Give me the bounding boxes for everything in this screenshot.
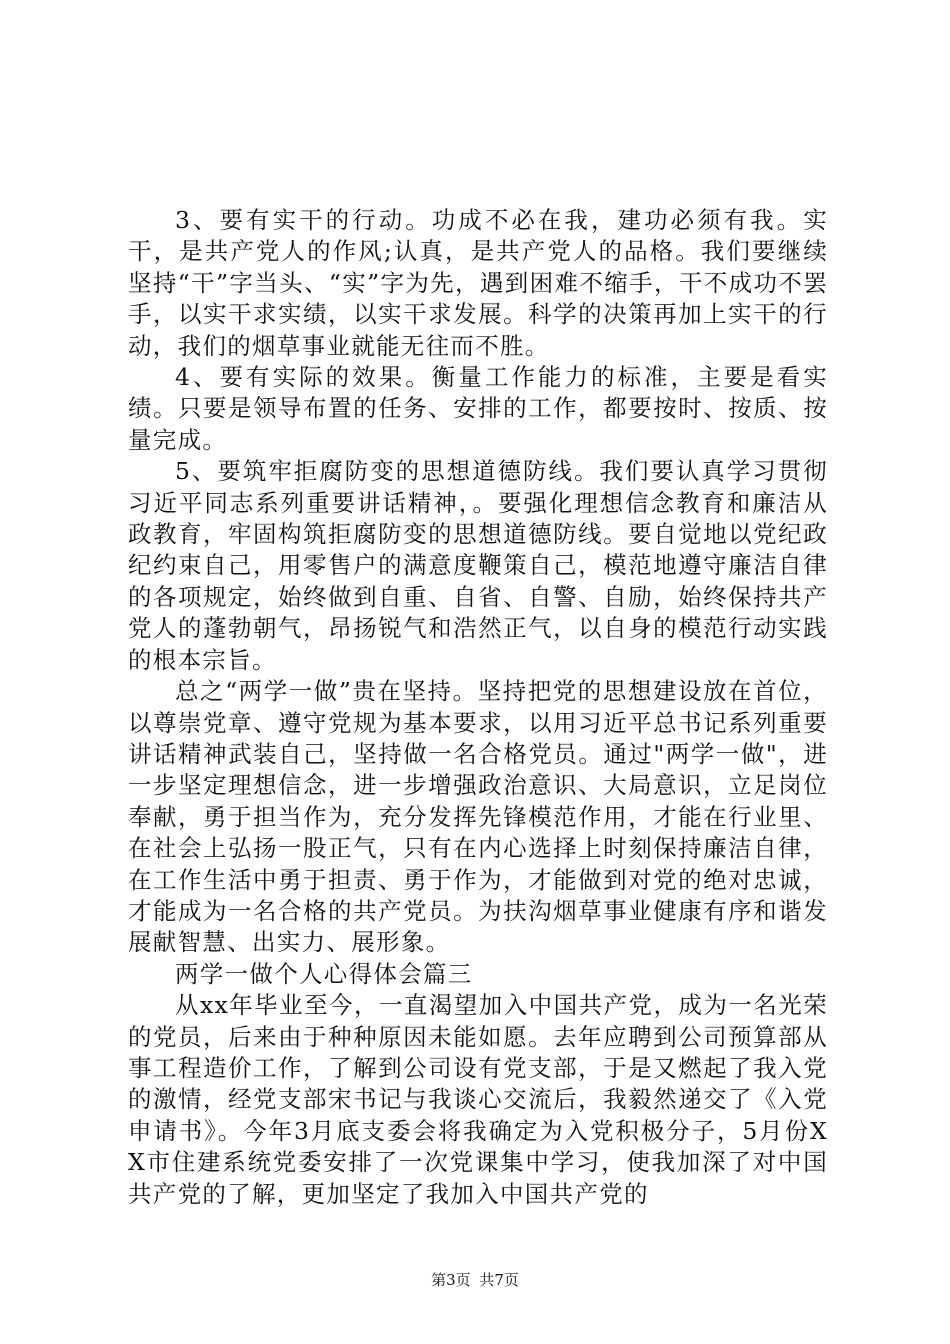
page-footer [0,1271,950,1289]
paragraph-moral-defense: 5、要筑牢拒腐防变的思想道德防线。我们要认真学习贯彻习近平同志系列重要讲话精神，。要强化理想信念教育和廉洁从政教育，牢固构筑拒腐防变的思想道德防线。要自觉地以党纪政纪约束自己，用零售户的满意度鞭策自己，模范地遵守廉洁自律的各项规定，始终做到自重、自省、自警、自励，始终保持共产党人的蓬勃朝气，昂扬锐气和浩然正气，以自身的模范行动实践的根本宗旨。 [128,457,828,674]
paragraph-personal-story: 从xx年毕业至今，一直渴望加入中国共产党，成为一名光荣的党员，后来由于种种原因未能如愿。去年应聘到公司预算部从事工程造价工作，了解到公司设有党支部，于是又燃起了我入党的激情，经党支部宋书记与我谈心交流后，我毅然递交了《入党申请书》。今年3月底支委会将我确定为入党积极分子，5月份XX市住建系统党委安排了一次党课集中学习，使我加深了对中国共产党的了解，更加坚定了我加入中国共产党的 [128,991,828,1208]
paragraph-summary: 总之“两学一做”贵在坚持。坚持把党的思想建设放在首位，以尊崇党章、遵守党规为基本要求，以用习近平总书记系列重要讲话精神武装自己，坚持做一名合格党员。通过"两学一做"，进一步坚定理想信念，进一步增强政治意识、大局意识，立足岗位奉献，勇于担当作为，充分发挥先锋模范作用，才能在行业里、在社会上弘扬一股正气，只有在内心选择上时刻保持廉洁自律，在工作生活中勇于担责、勇于作为，才能做到对党的绝对忠诚，才能成为一名合格的共产党员。为扶沟烟草事业健康有序和谐发展献智慧、出实力、展形象。 [128,677,828,957]
paragraph-effect: 4、要有实际的效果。衡量工作能力的标准，主要是看实绩。只要是领导布置的任务、安排的工作，都要按时、按质、按量完成。 [128,363,828,454]
section-heading: 两学一做个人心得体会篇三 [175,959,473,988]
document-body [128,205,828,1210]
paragraph-action: 3、要有实干的行动。功成不必在我，建功必须有我。实干，是共产党人的作风;认真，是共产党人的品格。我们要继续坚持“干”字当头、“实”字为先，遇到困难不缩手，干不成功不罢手，以实干求实绩，以实干求发展。科学的决策再加上实干的行动，我们的烟草事业就能无往而不胜。 [128,206,828,360]
total-pages: 共7页 [479,1271,519,1289]
page-number: 第3页 [431,1271,471,1289]
